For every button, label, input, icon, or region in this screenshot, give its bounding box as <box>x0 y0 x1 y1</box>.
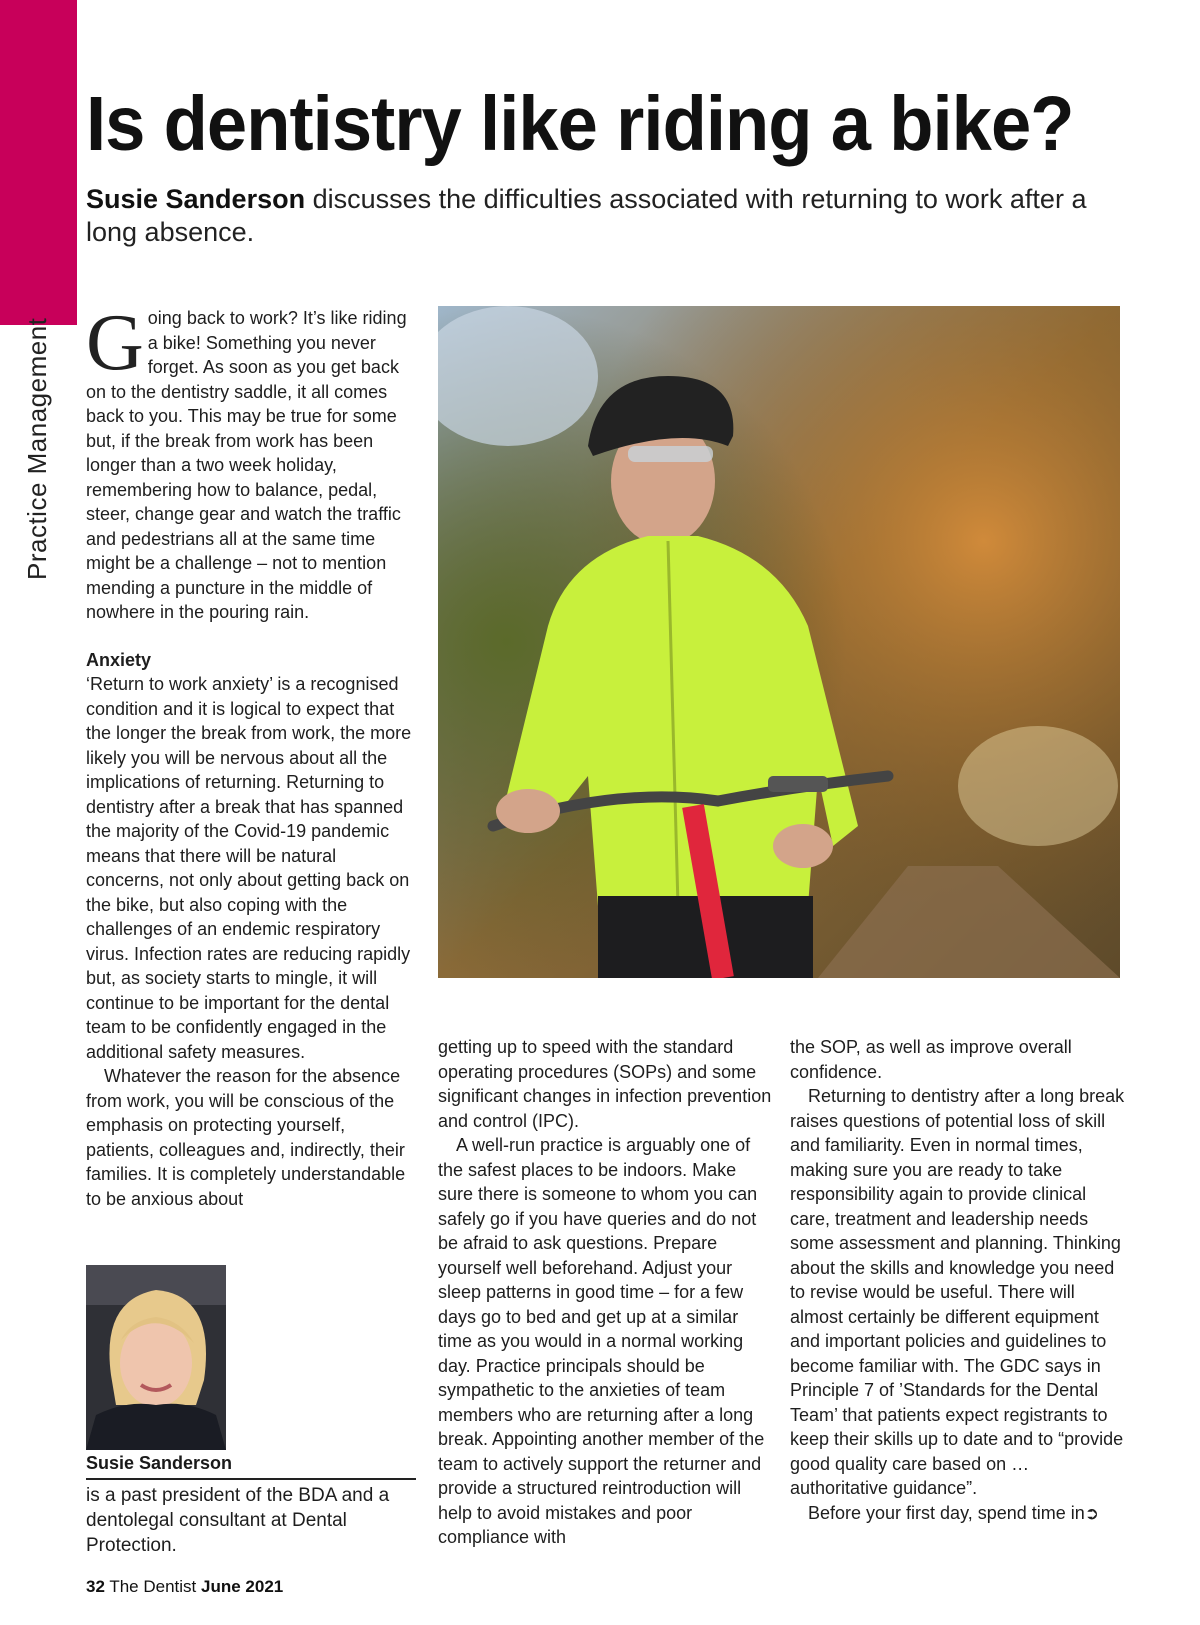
article-headline: Is dentistry like riding a bike? <box>86 81 1074 167</box>
section-accent-bar <box>0 0 77 325</box>
author-bio: is a past president of the BDA and a dentolegal consultant at Dental Protection. <box>86 1485 390 1556</box>
author-portrait-illustration <box>86 1265 226 1450</box>
intro-paragraph <box>86 299 416 625</box>
body-paragraph: the SOP, as well as improve overall confidence. <box>790 1037 1072 1082</box>
page-footer <box>86 1577 283 1597</box>
article-column-1 <box>86 299 416 1211</box>
body-paragraph: A well-run practice is arguably one of the safest places to be indoors. Make sure there is someone to whom you can safely go if you have queries and do not be afraid to ask questions. Prepare yourself well beforehand. Adjust your sleep patterns in good time – for a few days go to bed and get up at a similar time as you would in a normal working day. Practice principals should be sympathetic to the anxieties of team members who are returning after a long break. Appointing another member of the team to actively support the returner and provide a structured reintroduction will help to avoid mistakes and poor compliance with <box>438 1135 765 1547</box>
body-paragraph: Returning to dentistry after a long break raises questions of potential loss of skill and familiarity. Even in normal times, making sure you are ready to take responsibility again to provide clinical care, treatment and leadership needs some assessment and planning. Thinking about the skills and knowledge you need to revise would be useful. There will almost certainly be different equipment and important policies and guidelines to become familiar with. The GDC says in Principle 7 of ’Standards for the Dental Team’ that patients expect registrants to keep their skills up to date and to “provide good quality care based on … authoritative guidance”. <box>790 1086 1125 1498</box>
intro-text: oing back to work? It’s like riding a bike! Something you never forget. As soon as you get back on to the dentistry saddle, it all comes back to you. This may be true for some but, if the break from work has been longer than a two week holiday, remembering how to balance, pedal, steer, change gear and watch the traffic and pedestrians all at the same time might be a challenge – not to mention mending a puncture in the middle of nowhere in the pouring rain. <box>86 308 407 622</box>
article-column-3 <box>790 1035 1125 1526</box>
standfirst-author: Susie Sanderson <box>86 184 306 214</box>
article-standfirst <box>86 183 1106 249</box>
body-paragraph: getting up to speed with the standard operating procedures (SOPs) and some significant changes in infection prevention and control (IPC). <box>438 1037 772 1131</box>
author-portrait <box>86 1265 226 1450</box>
drop-cap: G <box>86 299 144 387</box>
magazine-name: The Dentist <box>109 1577 197 1596</box>
subhead-anxiety: Anxiety <box>86 649 152 670</box>
author-name: Susie Sanderson <box>86 1453 416 1480</box>
cyclist-photo <box>438 306 1120 978</box>
continue-arrow-icon: ➲ <box>1084 1503 1100 1523</box>
section-label: Practice Management <box>22 317 52 580</box>
article-column-2 <box>438 1035 773 1550</box>
standfirst-text: discusses the difficulties associated with returning to work after a long absence. <box>86 184 1087 247</box>
body-paragraph-last <box>790 1501 1125 1527</box>
body-paragraph: ‘Return to work anxiety’ is a recognised condition and it is logical to expect that the longer the break from work, the more likely you will be nervous about all the implications of returning. Returning to dentistry after a break that has spanned the majority of the Covid-19 pandemic means that there will be natural concerns, not only about getting back on the bike, but also coping with the challenges of an endemic respiratory virus. Infection rates are reducing rapidly but, as society starts to mingle, it will continue to be important for the dental team to be confidently engaged in the additional safety measures. <box>86 674 412 1062</box>
continue-text: Before your first day, spend time in <box>808 1502 1085 1523</box>
issue-date: June 2021 <box>201 1577 284 1596</box>
cyclist-illustration <box>438 306 1120 978</box>
page-number: 32 <box>86 1577 105 1596</box>
body-paragraph: Whatever the reason for the absence from work, you will be conscious of the emphasis on protecting yourself, patients, colleagues and, indirectly, their families. It is completely understandable to be anxious about <box>86 1066 406 1209</box>
